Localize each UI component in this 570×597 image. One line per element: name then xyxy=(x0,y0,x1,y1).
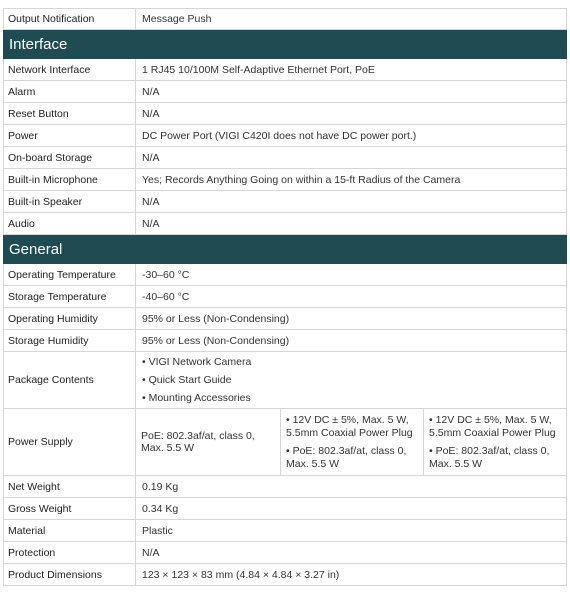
spec-row xyxy=(3,147,567,169)
power-supply-col-1 xyxy=(136,409,281,475)
spec-label: Audio xyxy=(4,213,136,234)
power-supply-col-2 xyxy=(281,409,424,475)
spec-value: -40–60 °C xyxy=(142,290,190,303)
spec-label: Protection xyxy=(4,542,136,563)
text-line: Max. 5.5 W xyxy=(286,457,340,470)
spec-row xyxy=(3,286,567,308)
spec-row xyxy=(3,564,567,586)
spec-value: N/A xyxy=(142,85,160,98)
spec-value: N/A xyxy=(142,217,160,230)
spec-value: Yes; Records Anything Going on within a 15-ft Radius of the Camera xyxy=(142,173,461,186)
spec-row xyxy=(3,213,567,235)
spec-row xyxy=(3,103,567,125)
spec-value: N/A xyxy=(142,195,160,208)
spec-label: Operating Temperature xyxy=(4,264,136,285)
section-header-general: General xyxy=(3,235,567,264)
spec-row xyxy=(3,308,567,330)
list-item: • Mounting Accessories xyxy=(142,392,251,404)
spec-row xyxy=(3,498,567,520)
spec-value: Message Push xyxy=(142,13,212,25)
spec-row-power-supply xyxy=(3,409,567,476)
spec-label: Power Supply xyxy=(4,409,136,475)
spec-label: Net Weight xyxy=(4,476,136,497)
spec-value: N/A xyxy=(142,546,160,559)
package-list xyxy=(136,352,566,408)
spec-label: Operating Humidity xyxy=(4,308,136,329)
spec-row xyxy=(3,59,567,81)
spec-label: On-board Storage xyxy=(4,147,136,168)
spec-row xyxy=(3,169,567,191)
power-supply-columns xyxy=(136,409,566,475)
spec-value: 1 RJ45 10/100M Self-Adaptive Ethernet Port, PoE xyxy=(142,63,375,76)
spec-row-output-notification xyxy=(3,8,567,30)
spec-label: Alarm xyxy=(4,81,136,102)
spec-row xyxy=(3,191,567,213)
spec-row xyxy=(3,330,567,352)
spec-label: Built-in Speaker xyxy=(4,191,136,212)
spec-label: Reset Button xyxy=(4,103,136,124)
text-line: • 12V DC ± 5%, Max. 5 W, xyxy=(429,414,552,426)
spec-row xyxy=(3,125,567,147)
text-line: Max. 5.5 W xyxy=(429,457,483,470)
spec-label: Product Dimensions xyxy=(4,564,136,585)
spec-value: 0.34 Kg xyxy=(142,502,179,515)
text-line: Max. 5.5 W xyxy=(141,442,195,454)
spec-label: Gross Weight xyxy=(4,498,136,519)
spec-value: 123 × 123 × 83 mm (4.84 × 4.84 × 3.27 in) xyxy=(142,568,340,581)
spec-value: -30–60 °C xyxy=(142,268,190,281)
spec-row xyxy=(3,520,567,542)
spec-value: N/A xyxy=(142,151,160,164)
spec-label: Network Interface xyxy=(4,59,136,80)
list-item: • Quick Start Guide xyxy=(142,374,232,386)
spec-label: Power xyxy=(4,125,136,146)
spec-row xyxy=(3,542,567,564)
text-line: PoE: 802.3af/at, class 0, xyxy=(141,429,255,442)
text-line: 5.5mm Coaxial Power Plug xyxy=(429,426,556,439)
spec-label: Output Notification xyxy=(4,9,136,29)
text-line: • 12V DC ± 5%, Max. 5 W, xyxy=(286,414,409,426)
text-line: • PoE: 802.3af/at, class 0, xyxy=(286,445,407,457)
spec-value: DC Power Port (VIGI C420I does not have DC power port.) xyxy=(142,129,417,142)
spec-value: N/A xyxy=(142,107,160,120)
power-supply-col-3 xyxy=(424,409,566,475)
spec-label: Package Contents xyxy=(4,352,136,408)
spec-row xyxy=(3,81,567,103)
text-line: • PoE: 802.3af/at, class 0, xyxy=(429,445,550,457)
section-header-interface: Interface xyxy=(3,30,567,59)
spec-label: Built-in Microphone xyxy=(4,169,136,190)
spec-row xyxy=(3,264,567,286)
list-item: • VIGI Network Camera xyxy=(142,356,252,368)
spec-label: Material xyxy=(4,520,136,541)
spec-value: Plastic xyxy=(142,524,173,537)
text-line: 5.5mm Coaxial Power Plug xyxy=(286,426,413,439)
spec-value: 0.19 Kg xyxy=(142,480,179,493)
spec-row xyxy=(3,476,567,498)
spec-value: 95% or Less (Non-Condensing) xyxy=(142,312,290,325)
spec-value: 95% or Less (Non-Condensing) xyxy=(142,334,290,347)
spec-label: Storage Humidity xyxy=(4,330,136,351)
spec-table xyxy=(3,8,567,586)
spec-label: Storage Temperature xyxy=(4,286,136,307)
spec-row-package-contents xyxy=(3,352,567,409)
